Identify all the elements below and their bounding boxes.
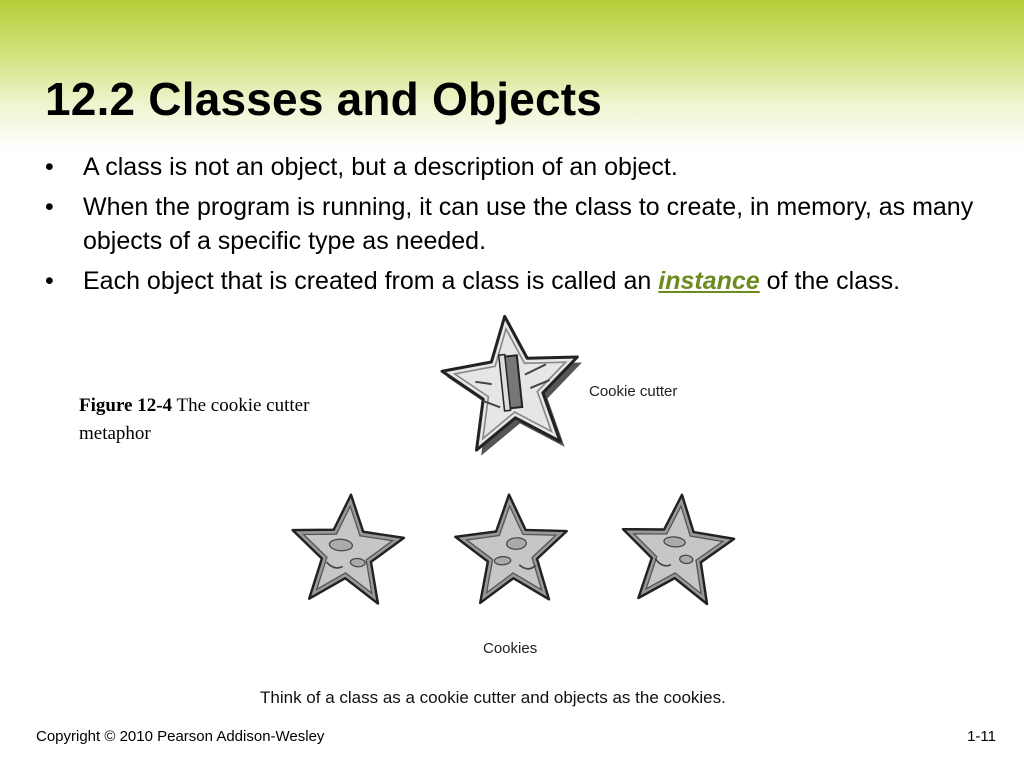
bullet-marker: • (45, 153, 54, 181)
bullet-text-after: of the class. (759, 267, 901, 295)
bullet-marker: • (45, 267, 54, 295)
bullet-marker: • (45, 193, 54, 221)
cookie-icon (288, 491, 407, 605)
bullet-text-before: Each object that is created from a class is called an (83, 267, 659, 295)
bullet-text: When the program is running, it can use the class to create, in memory, as many objects of a specific type as needed. (83, 193, 974, 255)
slide-title: 12.2 Classes and Objects (45, 73, 603, 125)
figure-caption-text: The cookie cutter metaphor (79, 395, 310, 444)
figure-number: Figure 12-4 (79, 395, 173, 416)
instance-keyword: instance (658, 267, 760, 295)
cookie-cutter-label: Cookie cutter (589, 383, 678, 400)
cookie-icon (617, 490, 737, 606)
cookies-label: Cookies (483, 640, 538, 657)
copyright-notice: Copyright © 2010 Pearson Addison-Wesley (36, 728, 325, 745)
cookie-icon (453, 492, 570, 604)
figure-description: Think of a class as a cookie cutter and objects as the cookies. (260, 688, 726, 707)
bullet-text: A class is not an object, but a description of an object. (83, 153, 678, 181)
cookie-cutter-icon (437, 309, 590, 459)
page-number: 1-11 (967, 728, 996, 745)
